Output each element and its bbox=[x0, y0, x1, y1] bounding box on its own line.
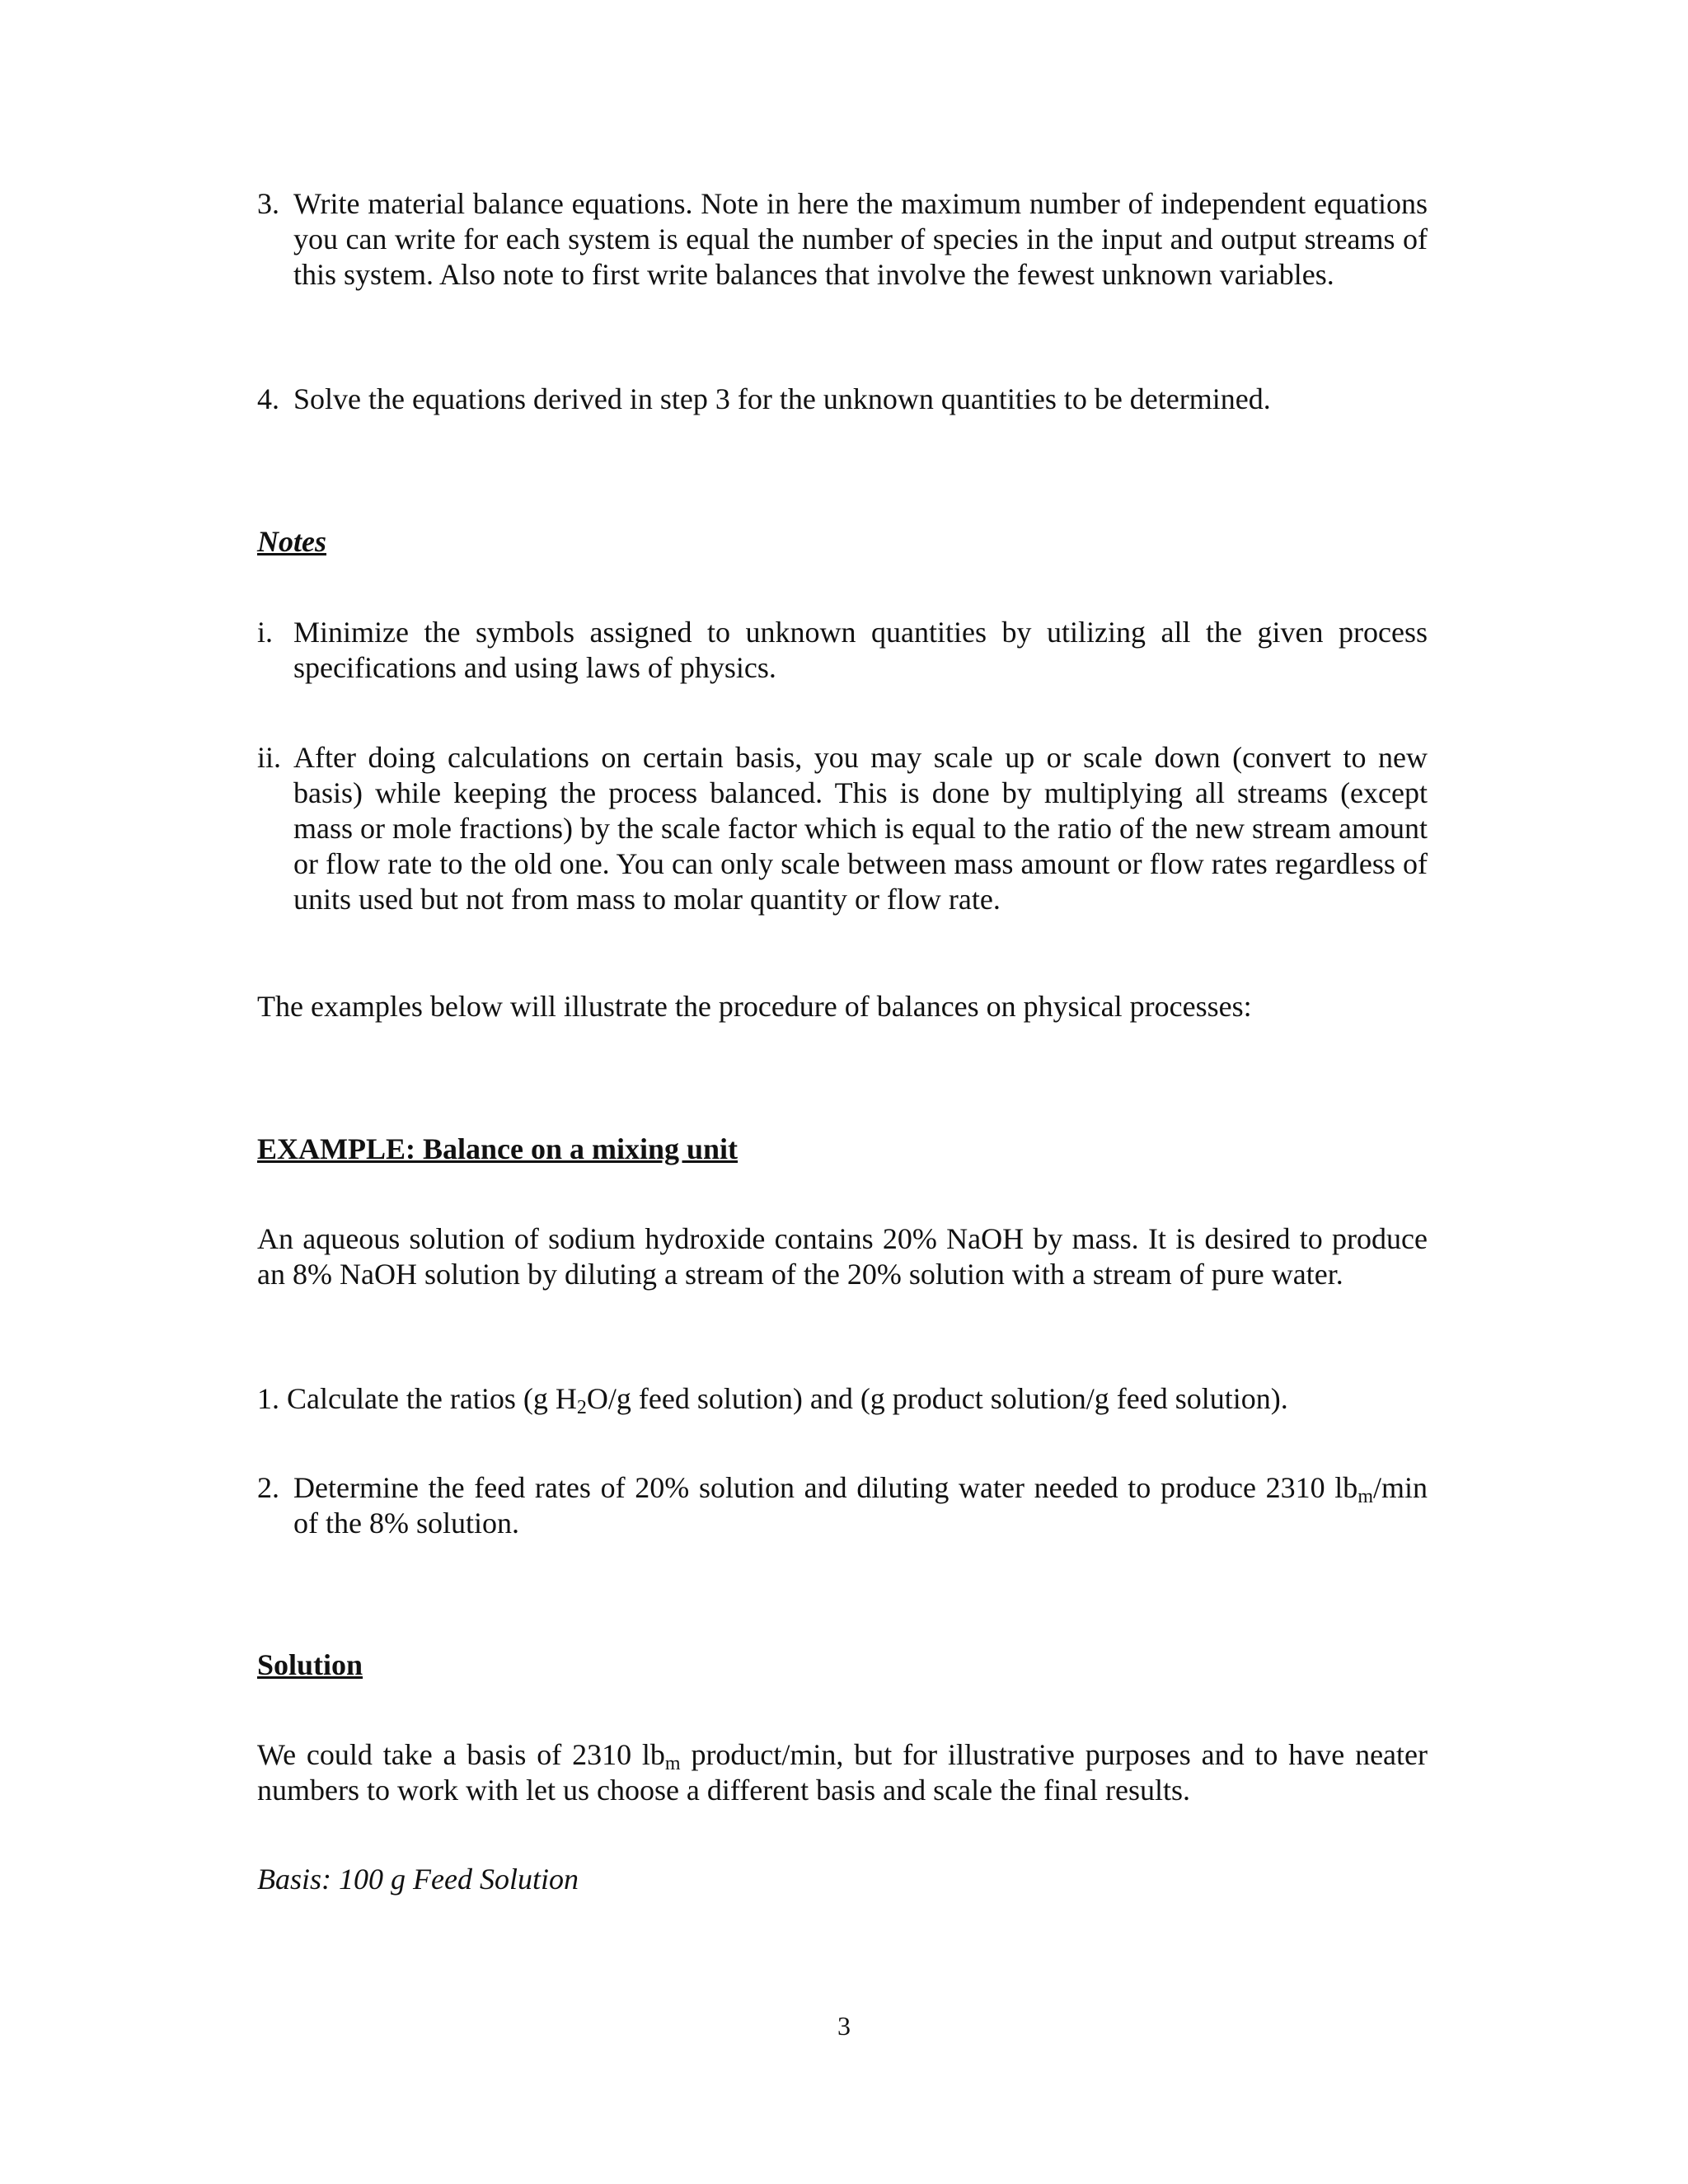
question-1-number: 1. bbox=[257, 1382, 279, 1415]
example-heading: EXAMPLE: Balance on a mixing unit bbox=[257, 1132, 738, 1165]
question-1-subscript: 2 bbox=[576, 1397, 587, 1418]
solution-text-start: We could take a basis of 2310 lb bbox=[257, 1738, 665, 1771]
question-2-subscript: m bbox=[1357, 1486, 1373, 1507]
question-1-text-start: Calculate the ratios (g H bbox=[287, 1382, 577, 1415]
example-description: An aqueous solution of sodium hydroxide contains 20% NaOH by mass. It is desired to produce an 8% NaOH solution by diluting a stream of the 20% solution with a stream of pure water. bbox=[257, 1222, 1428, 1291]
question-2-text bbox=[293, 1470, 1428, 1541]
note-i-text: Minimize the symbols assigned to unknown quantities by utilizing all the given process specifications and using laws of physics. bbox=[293, 616, 1428, 684]
examples-intro: The examples below will illustrate the procedure of balances on physical processes: bbox=[257, 990, 1252, 1023]
step-4 bbox=[257, 382, 1428, 417]
solution-text-end: product/min, but for illustrative purposes and to have neater numbers to work with let us choose a different basis and scale the final results. bbox=[257, 1738, 1428, 1807]
note-i-number: i. bbox=[257, 616, 274, 649]
solution-subscript: m bbox=[664, 1753, 681, 1774]
page-number: 3 bbox=[837, 2011, 851, 2041]
step-3-text: Write material balance equations. Note in here the maximum number of independent equations you can write for each system is equal the number of species in the input and output streams of this system. Also note to first write balances that involve the fewest unknown variables. bbox=[293, 187, 1428, 291]
note-ii-text: After doing calculations on certain basis, you may scale up or scale down (convert to new basis) while keeping the process balanced. This is done by multiplying all streams (except mass or mole fractions) by the scale factor which is equal to the ratio of the new stream amount or flow rate to the old one. You can only scale between mass amount or flow rates regardless of units used but not from mass to molar quantity or flow rate. bbox=[293, 741, 1428, 916]
question-2-text-start: Determine the feed rates of 20% solution and diluting water needed to produce 2310 lb bbox=[293, 1471, 1358, 1504]
notes-heading: Notes bbox=[257, 525, 326, 558]
solution-paragraph bbox=[257, 1737, 1428, 1808]
step-4-text: Solve the equations derived in step 3 for the unknown quantities to be determined. bbox=[293, 382, 1271, 415]
note-ii bbox=[257, 740, 1428, 917]
question-2-number: 2. bbox=[257, 1471, 279, 1504]
question-1 bbox=[257, 1381, 1428, 1417]
basis-line: Basis: 100 g Feed Solution bbox=[257, 1863, 579, 1896]
solution-heading: Solution bbox=[257, 1648, 363, 1681]
question-1-text-end: O/g feed solution) and (g product solution/g feed solution). bbox=[586, 1382, 1288, 1415]
question-2-text-end: /min of the 8% solution. bbox=[293, 1471, 1428, 1540]
note-ii-number: ii. bbox=[257, 741, 282, 774]
question-2 bbox=[257, 1470, 1428, 1541]
step-3-number: 3. bbox=[257, 187, 279, 220]
step-3 bbox=[257, 186, 1428, 293]
step-4-number: 4. bbox=[257, 382, 279, 415]
note-i bbox=[257, 615, 1428, 686]
